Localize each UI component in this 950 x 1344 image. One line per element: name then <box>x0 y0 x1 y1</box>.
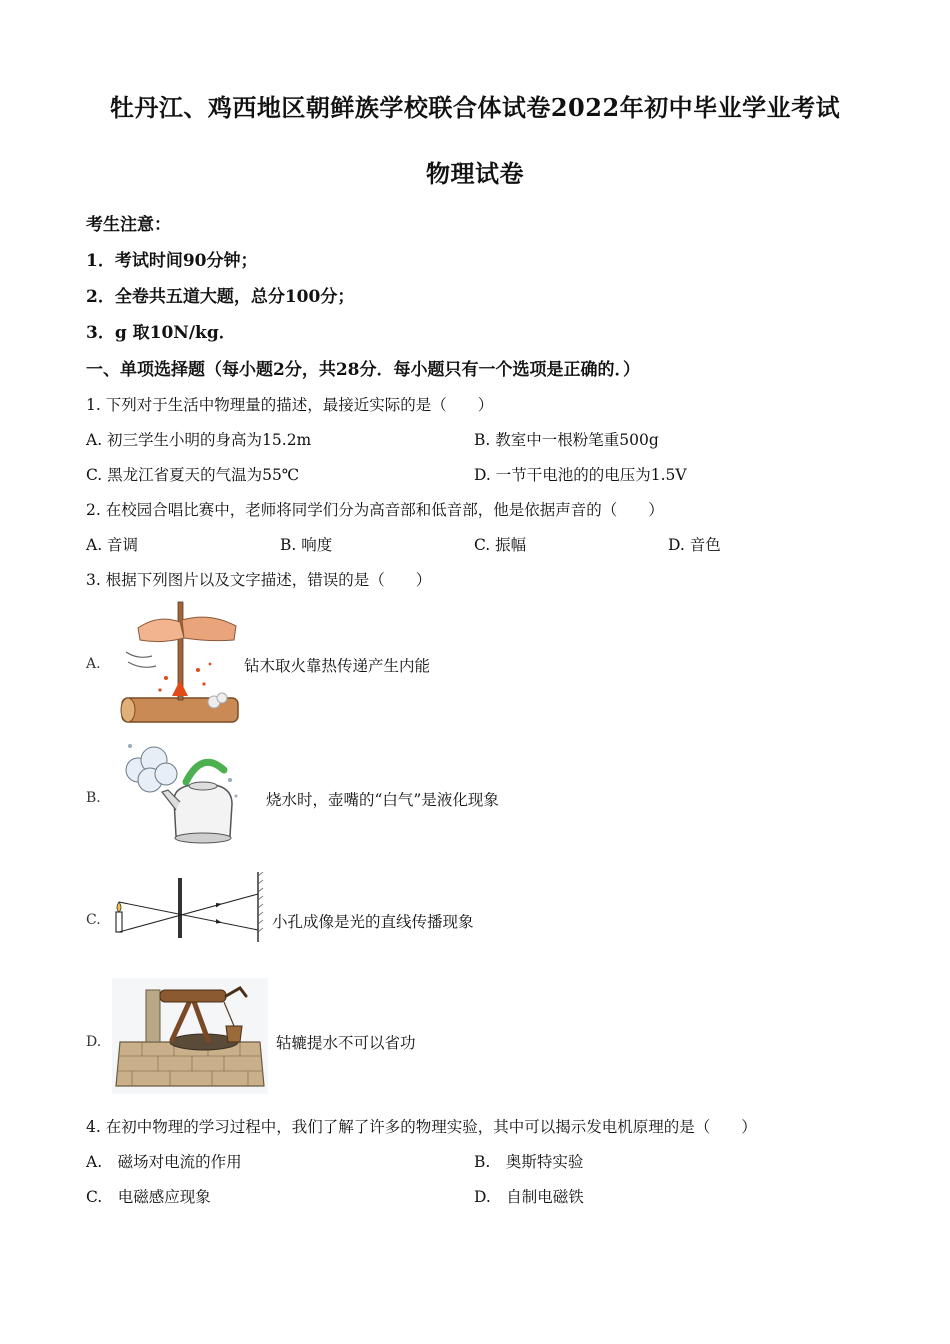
question-3-stem: 3. 根据下列图片以及文字描述，错误的是（ ） <box>86 571 432 589</box>
windlass-well-illustration <box>112 978 268 1094</box>
q3-option-b-label[interactable]: B. <box>86 790 101 806</box>
q1-option-b[interactable]: B. 教室中一根粉笔重500g <box>474 431 659 449</box>
q3-option-a-caption: 钻木取火靠热传递产生内能 <box>244 657 431 675</box>
q3-option-c-label[interactable]: C. <box>86 912 101 928</box>
q3-option-d-label[interactable]: D. <box>86 1034 102 1050</box>
q3-option-c-caption: 小孔成像是光的直线传播现象 <box>272 913 474 931</box>
notice-item-1: 1．考试时间90分钟； <box>86 251 258 271</box>
kettle-illustration <box>120 740 244 848</box>
q2-option-b[interactable]: B. 响度 <box>280 536 333 554</box>
question-4-stem: 4. 在初中物理的学习过程中，我们了解了许多的物理实验，其中可以揭示发电机原理的是（ ） <box>86 1118 757 1136</box>
q4-option-a[interactable]: A. 磁场对电流的作用 <box>86 1153 242 1171</box>
q1-option-c[interactable]: C. 黑龙江省夏天的气温为55℃ <box>86 466 300 484</box>
exam-title: 牡丹江、鸡西地区朝鲜族学校联合体试卷2022年初中毕业学业考试 <box>109 93 841 122</box>
q4-option-c[interactable]: C. 电磁感应现象 <box>86 1188 211 1206</box>
q4-option-d[interactable]: D. 自制电磁铁 <box>474 1188 584 1206</box>
question-1-stem: 1. 下列对于生活中物理量的描述，最接近实际的是（ ） <box>86 396 494 414</box>
q2-option-c[interactable]: C. 振幅 <box>474 536 527 554</box>
q4-option-b[interactable]: B. 奥斯特实验 <box>474 1153 584 1171</box>
notice-item-3: 3．g 取10N/kg． <box>86 323 236 343</box>
q1-option-d[interactable]: D. 一节干电池的的电压为1.5V <box>474 466 687 484</box>
q3-option-a-label[interactable]: A. <box>86 656 101 672</box>
pinhole-diagram <box>112 872 266 942</box>
q1-option-a[interactable]: A. 初三学生小明的身高为15.2m <box>86 431 312 449</box>
q2-option-a[interactable]: A. 音调 <box>86 536 139 554</box>
q3-option-b-caption: 烧水时，壶嘴的“白气”是液化现象 <box>266 791 499 809</box>
exam-subtitle: 物理试卷 <box>426 159 524 188</box>
question-2-stem: 2. 在校园合唱比赛中，老师将同学们分为高音部和低音部，他是依据声音的（ ） <box>86 501 664 519</box>
notice-heading: 考生注意： <box>86 215 171 235</box>
drill-fire-illustration <box>118 600 242 724</box>
section-heading: 一、单项选择题（每小题2分，共28分．每小题只有一个选项是正确的．） <box>86 360 640 380</box>
notice-item-2: 2．全卷共五道大题，总分100分； <box>86 287 355 307</box>
q2-option-d[interactable]: D. 音色 <box>668 536 721 554</box>
q3-option-d-caption: 轱辘提水不可以省功 <box>276 1034 416 1052</box>
